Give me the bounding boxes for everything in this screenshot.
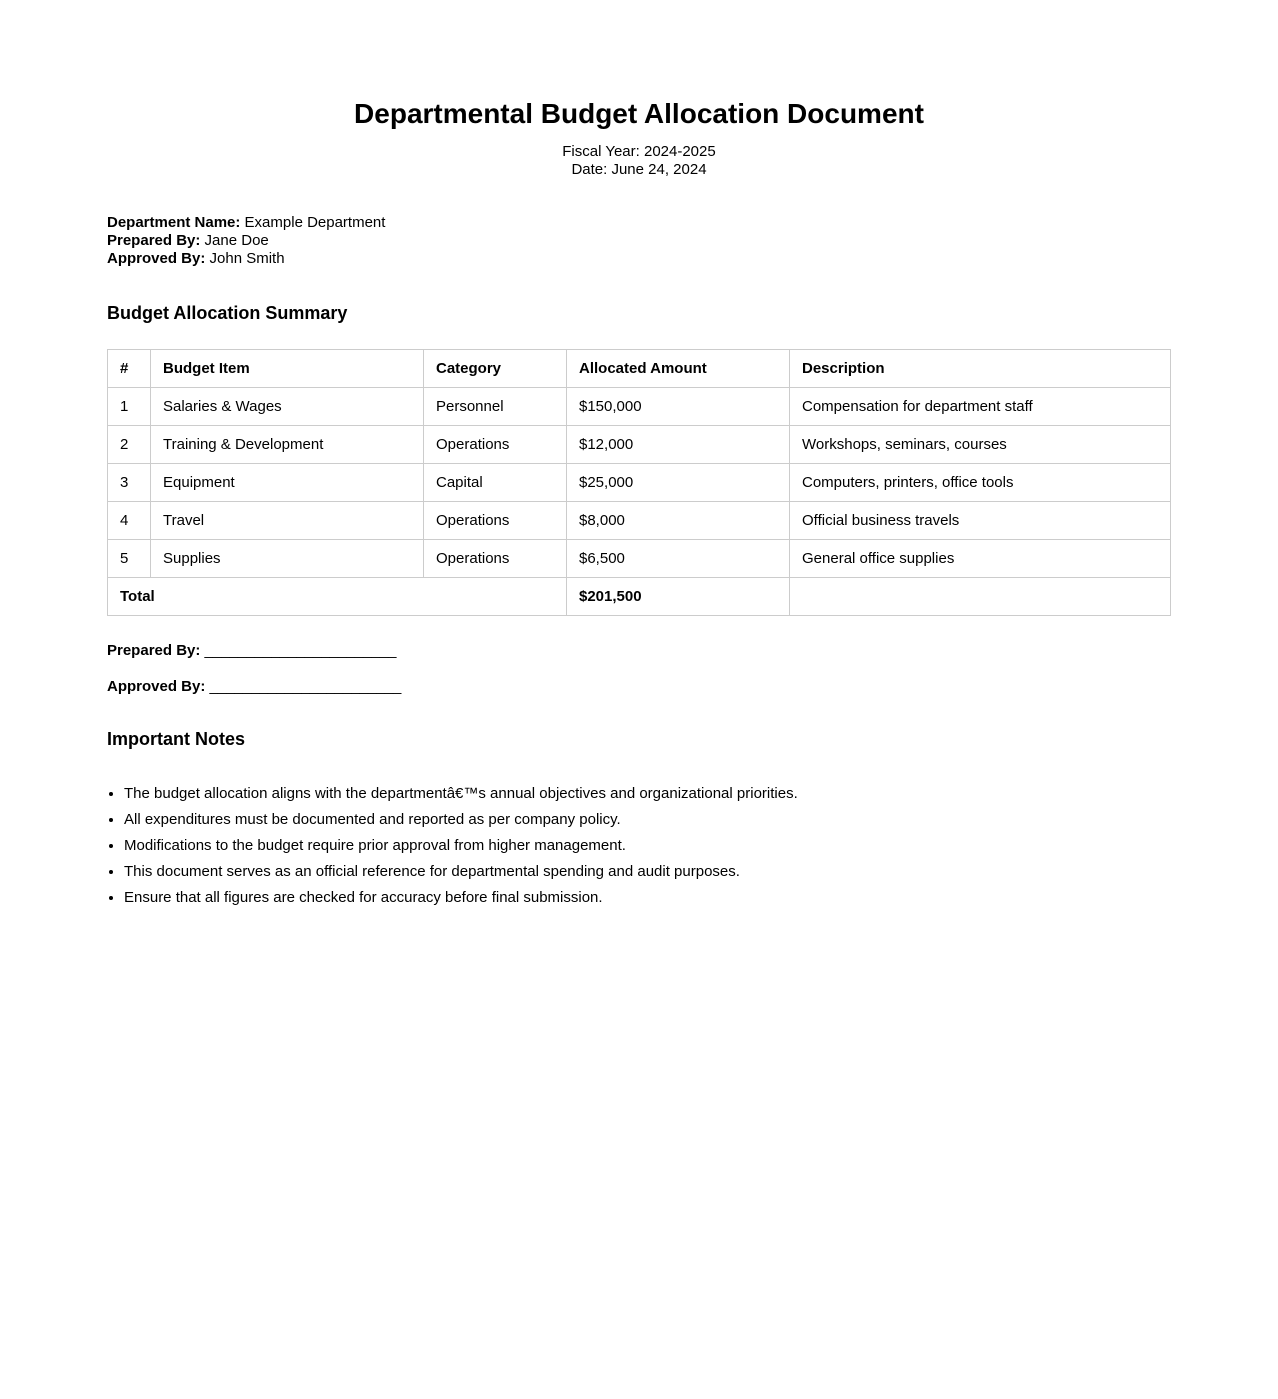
table-row (108, 387, 1171, 425)
total-description-empty (790, 577, 1171, 615)
cell-category: Operations (424, 501, 567, 539)
cell-description: Compensation for department staff (790, 387, 1171, 425)
approved-by-value: John Smith (209, 249, 285, 267)
cell-category: Operations (424, 425, 567, 463)
column-header-number: # (108, 349, 151, 387)
approved-by-label: Approved By: (107, 249, 206, 267)
column-header-description: Description (790, 349, 1171, 387)
approved-by-signature-line (107, 678, 1171, 695)
department-name-value: Example Department (244, 213, 386, 231)
department-name-line (107, 214, 1171, 232)
prepared-by-signature-label: Prepared By: (107, 641, 201, 659)
budget-allocation-table (107, 349, 1171, 616)
approved-by-signature-label: Approved By: (107, 677, 206, 695)
table-total-row (108, 577, 1171, 615)
cell-number: 1 (108, 387, 151, 425)
cell-budget-item: Salaries & Wages (151, 387, 424, 425)
approved-by-signature-underscores: _______________________ (209, 677, 402, 695)
prepared-by-signature-underscores: _______________________ (204, 641, 397, 659)
prepared-by-label: Prepared By: (107, 231, 201, 249)
note-item: • This document serves as an official reference for departmental spending and audit purposes. (124, 863, 1171, 880)
cell-allocated-amount: $12,000 (567, 425, 790, 463)
cell-number: 4 (108, 501, 151, 539)
table-row (108, 501, 1171, 539)
cell-number: 5 (108, 539, 151, 577)
signature-block (107, 642, 1171, 695)
cell-budget-item: Training & Development (151, 425, 424, 463)
fiscal-year-line: Fiscal Year: 2024-2025 (562, 142, 716, 160)
column-header-allocated-amount: Allocated Amount (567, 349, 790, 387)
total-label: Total (108, 577, 567, 615)
cell-budget-item: Equipment (151, 463, 424, 501)
notes-heading: Important Notes (107, 728, 246, 749)
cell-number: 2 (108, 425, 151, 463)
cell-description: Workshops, seminars, courses (790, 425, 1171, 463)
note-item: • Modifications to the budget require prior approval from higher management. (124, 837, 1171, 854)
cell-category: Operations (424, 539, 567, 577)
note-item: • The budget allocation aligns with the departmentâ€™s annual objectives and organizational priorities. (124, 785, 1171, 802)
document-info-block (107, 214, 1171, 268)
table-row (108, 425, 1171, 463)
notes-list (107, 785, 1171, 906)
department-name-label: Department Name: (107, 213, 241, 231)
page-title: Departmental Budget Allocation Document (354, 98, 924, 129)
date-line: Date: June 24, 2024 (571, 160, 707, 178)
cell-allocated-amount: $150,000 (567, 387, 790, 425)
cell-description: General office supplies (790, 539, 1171, 577)
cell-allocated-amount: $8,000 (567, 501, 790, 539)
total-amount: $201,500 (567, 577, 790, 615)
cell-description: Official business travels (790, 501, 1171, 539)
table-row (108, 539, 1171, 577)
cell-category: Personnel (424, 387, 567, 425)
cell-allocated-amount: $25,000 (567, 463, 790, 501)
approved-by-line (107, 250, 1171, 268)
cell-category: Capital (424, 463, 567, 501)
column-header-category: Category (424, 349, 567, 387)
note-item: • Ensure that all figures are checked for accuracy before final submission. (124, 889, 1171, 906)
document-page (107, 99, 1171, 906)
note-item: • All expenditures must be documented and reported as per company policy. (124, 811, 1171, 828)
summary-heading: Budget Allocation Summary (107, 302, 348, 323)
cell-budget-item: Travel (151, 501, 424, 539)
prepared-by-value: Jane Doe (204, 231, 269, 249)
column-header-budget-item: Budget Item (151, 349, 424, 387)
prepared-by-signature-line (107, 642, 1171, 659)
table-header-row (108, 349, 1171, 387)
prepared-by-line (107, 232, 1171, 250)
cell-allocated-amount: $6,500 (567, 539, 790, 577)
cell-number: 3 (108, 463, 151, 501)
cell-description: Computers, printers, office tools (790, 463, 1171, 501)
cell-budget-item: Supplies (151, 539, 424, 577)
table-row (108, 463, 1171, 501)
document-subtitle (107, 143, 1171, 179)
